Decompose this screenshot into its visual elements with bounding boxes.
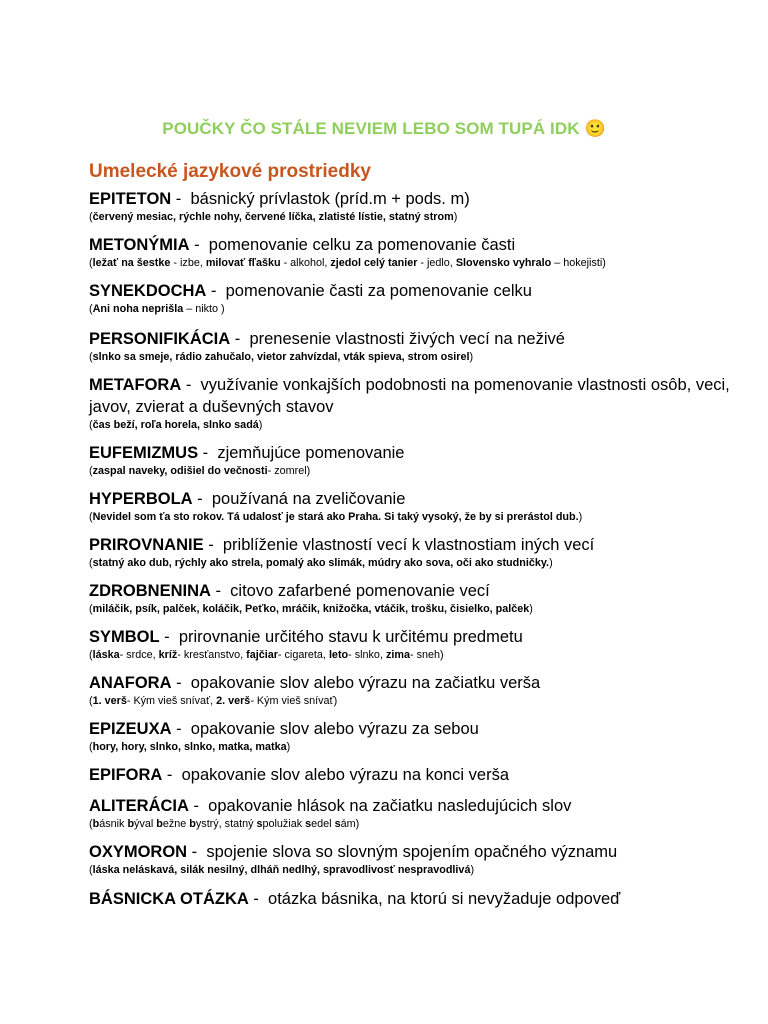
example-segment: 1. verš <box>92 695 127 707</box>
example-segment: zaspal naveky, odišiel do večnosti <box>92 465 268 477</box>
entry-definition: básnický prívlastok (príd.m + pods. m) <box>190 190 470 208</box>
definition-entry <box>89 718 749 754</box>
example-segment: ( <box>89 303 93 315</box>
definition-entry <box>89 580 749 616</box>
example-segment: čas beží, roľa horela, slnko sadá <box>92 419 259 431</box>
entry-definition: priblíženie vlastností vecí k vlastnostiam iných vecí <box>222 536 595 554</box>
entry-example <box>89 602 749 616</box>
definition-entry <box>89 626 749 662</box>
example-segment: Nevidel som ťa sto rokov. Tá udalosť je stará ako Praha. Si taký vysoký, že by si prerástol dub. <box>92 511 579 523</box>
example-segment: ležať na šestke <box>92 257 171 269</box>
entry-example <box>89 210 749 224</box>
definition-entry <box>89 280 749 316</box>
entry-example <box>89 418 749 432</box>
example-segment: - srdce, <box>119 649 159 661</box>
entry-example <box>89 256 749 270</box>
term-separator: - <box>203 536 223 554</box>
entry-example <box>89 694 749 708</box>
definition-entry <box>89 442 749 478</box>
example-segment: fajčiar <box>246 649 278 661</box>
entry-term: EPIFORA <box>89 766 163 784</box>
example-segment: slnko sa smeje, rádio zahučalo, vietor zahvízdal, vták spieva, strom osirel <box>92 351 470 363</box>
example-segment: b <box>189 818 196 830</box>
example-segment: - slnko, <box>348 649 386 661</box>
example-segment: červený mesiac, rýchle nohy, červené líčka, zlatisté lístie, statný strom <box>92 211 454 223</box>
entry-definition: opakovanie hlások na začiatku nasledujúcich slov <box>208 797 572 815</box>
example-segment: ( <box>89 419 93 431</box>
example-segment: leto <box>328 649 349 661</box>
definition-list <box>89 188 749 920</box>
entry-term: EUFEMIZMUS <box>89 444 199 462</box>
entry-term: HYPERBOLA <box>89 490 193 508</box>
entry-term: EPITETON <box>89 190 172 208</box>
entry-example <box>89 350 749 364</box>
term-separator: - <box>162 766 182 784</box>
entry-term: ALITERÁCIA <box>89 797 189 815</box>
example-segment: - kresťanstvo, <box>177 649 247 661</box>
example-segment: - zomrel) <box>267 465 311 477</box>
example-segment: – nikto ) <box>183 303 225 315</box>
definition-entry <box>89 488 749 524</box>
example-segment: s <box>256 818 263 830</box>
example-segment: zjedol celý tanier <box>330 257 418 269</box>
entry-example <box>89 863 749 877</box>
example-segment: milovať fľašku <box>205 257 281 269</box>
example-segment: s <box>305 818 312 830</box>
entry-line <box>89 580 749 602</box>
example-segment: ystrý, statný <box>195 818 257 830</box>
term-separator: - <box>181 376 201 394</box>
example-segment: edel <box>311 818 335 830</box>
example-segment: ) <box>286 741 291 753</box>
entry-line <box>89 442 749 464</box>
example-segment: ( <box>89 864 93 876</box>
entry-definition: prenesenie vlastnosti živých vecí na neživé <box>249 330 565 348</box>
entry-example <box>89 817 749 831</box>
example-segment: ežne <box>162 818 190 830</box>
entry-definition: opakovanie slov alebo výrazu na konci verša <box>181 766 510 784</box>
entry-term: ANAFORA <box>89 674 172 692</box>
document-title: POUČKY ČO STÁLE NEVIEM LEBO SOM TUPÁ IDK 🙂 <box>162 119 606 138</box>
example-segment: ( <box>89 695 93 707</box>
term-separator: - <box>171 674 191 692</box>
example-segment: ) <box>453 211 458 223</box>
example-segment: - jedlo, <box>417 257 456 269</box>
example-segment: - sneh) <box>409 649 444 661</box>
example-segment: ( <box>89 557 93 569</box>
example-segment: láska <box>92 649 120 661</box>
entry-term: METONÝMIA <box>89 236 190 254</box>
example-segment: ( <box>89 603 93 615</box>
example-segment: ) <box>470 864 475 876</box>
example-segment: ýval <box>134 818 157 830</box>
entry-line <box>89 234 749 256</box>
term-separator: - <box>171 190 191 208</box>
entry-definition: používaná na zveličovanie <box>211 490 406 508</box>
entry-example <box>89 648 749 662</box>
term-separator: - <box>187 843 207 861</box>
example-segment: – hokejisti) <box>551 257 606 269</box>
definition-entry <box>89 888 749 910</box>
example-segment: - Kým vieš snívať, <box>126 695 217 707</box>
example-segment: - alkohol, <box>280 257 331 269</box>
example-segment: b <box>127 818 135 830</box>
term-separator: - <box>210 582 231 600</box>
entry-term: METAFORA <box>89 376 182 394</box>
entry-term: ZDROBNENINA <box>89 582 211 600</box>
example-segment: - cigareta, <box>277 649 329 661</box>
entry-example <box>89 464 749 478</box>
example-segment: - Kým vieš snívať) <box>250 695 338 707</box>
entry-definition: využívanie vonkajších podobnosti na pomenovanie vlastnosti osôb, veci, javov, zvierat a duševných stavov <box>89 376 730 416</box>
entry-definition: opakovanie slov alebo výrazu za sebou <box>190 720 479 738</box>
term-separator: - <box>189 236 209 254</box>
entry-example <box>89 510 749 524</box>
example-segment: s <box>334 818 341 830</box>
entry-line <box>89 626 749 648</box>
term-separator: - <box>171 720 191 738</box>
example-segment: zima <box>385 649 410 661</box>
example-segment: ) <box>529 603 533 615</box>
entry-term: SYMBOL <box>89 628 160 646</box>
definition-entry <box>89 534 749 570</box>
example-segment: ( <box>89 818 93 830</box>
example-segment: - izbe, <box>170 257 206 269</box>
example-segment: ( <box>89 351 93 363</box>
example-segment: ) <box>549 557 553 569</box>
entry-definition: zjemňujúce pomenovanie <box>217 444 405 462</box>
term-separator: - <box>230 330 250 348</box>
definition-entry <box>89 841 749 877</box>
example-segment: ám) <box>340 818 360 830</box>
example-segment: Slovensko vyhralo <box>455 257 552 269</box>
example-segment: hory, hory, slnko, slnko, matka, matka <box>92 741 287 753</box>
entry-term: PERSONIFIKÁCIA <box>89 330 231 348</box>
example-segment: b <box>156 818 163 830</box>
term-separator: - <box>159 628 179 646</box>
entry-term: PRIROVNANIE <box>89 536 204 554</box>
definition-entry <box>89 328 749 364</box>
section-heading: Umelecké jazykové prostriedky <box>89 161 371 182</box>
example-segment: ) <box>258 419 263 431</box>
entry-line <box>89 764 749 786</box>
entry-definition: pomenovanie celku za pomenovanie časti <box>208 236 516 254</box>
example-segment: statný ako dub, rýchly ako strela, pomalý ako slimák, múdry ako sova, oči ako studničky. <box>92 557 550 569</box>
example-segment: ( <box>89 211 93 223</box>
entry-line <box>89 841 749 863</box>
entry-definition: opakovanie slov alebo výrazu na začiatku verša <box>190 674 541 692</box>
example-segment: miláčik, psík, palček, koláčik, Peťko, mráčik, knižočka, vtáčik, trošku, čisielko, palček <box>92 603 530 615</box>
example-segment: ) <box>469 351 474 363</box>
entry-line <box>89 488 749 510</box>
example-segment: 2. verš <box>216 695 251 707</box>
term-separator: - <box>198 444 218 462</box>
definition-entry <box>89 795 749 831</box>
entry-definition: otázka básnika, na ktorú si nevyžaduje odpoveď <box>268 890 621 908</box>
term-separator: - <box>206 282 226 300</box>
entry-line <box>89 280 749 302</box>
example-segment: ( <box>89 741 93 753</box>
entry-line <box>89 888 749 910</box>
entry-example <box>89 556 749 570</box>
entry-definition: citovo zafarbené pomenovanie vecí <box>230 582 490 600</box>
entry-term: EPIZEUXA <box>89 720 172 738</box>
example-segment: ( <box>89 257 93 269</box>
entry-term: OXYMORON <box>89 843 188 861</box>
example-segment: ( <box>89 649 93 661</box>
term-separator: - <box>192 490 212 508</box>
term-separator: - <box>248 890 269 908</box>
entry-line <box>89 795 749 817</box>
definition-entry <box>89 374 749 432</box>
example-segment: ( <box>89 511 93 523</box>
entry-line <box>89 672 749 694</box>
entry-term: SYNEKDOCHA <box>89 282 207 300</box>
term-separator: - <box>188 797 209 815</box>
entry-line <box>89 374 749 418</box>
example-segment: ) <box>578 511 583 523</box>
entry-line <box>89 328 749 350</box>
example-segment: Ani noha neprišla <box>92 303 184 315</box>
entry-definition: pomenovanie časti za pomenovanie celku <box>225 282 532 300</box>
example-segment: kríž <box>158 649 178 661</box>
entry-line <box>89 718 749 740</box>
example-segment: ásnik <box>99 818 128 830</box>
definition-entry <box>89 672 749 708</box>
example-segment: ( <box>89 465 93 477</box>
definition-entry <box>89 188 749 224</box>
entry-line <box>89 534 749 556</box>
example-segment: b <box>92 818 100 830</box>
definition-entry <box>89 234 749 270</box>
definition-entry <box>89 764 749 786</box>
entry-example <box>89 740 749 754</box>
entry-line <box>89 188 749 210</box>
example-segment: láska neláskavá, silák nesilný, dlháň nedlhý, spravodlivosť nespravodlivá <box>92 864 471 876</box>
example-segment: polužiak <box>262 818 306 830</box>
entry-term: BÁSNICKA OTÁZKA <box>89 890 249 908</box>
entry-example <box>89 302 749 316</box>
entry-definition: spojenie slova so slovným spojením opačného významu <box>206 843 618 861</box>
entry-definition: prirovnanie určitého stavu k určitému predmetu <box>178 628 523 646</box>
